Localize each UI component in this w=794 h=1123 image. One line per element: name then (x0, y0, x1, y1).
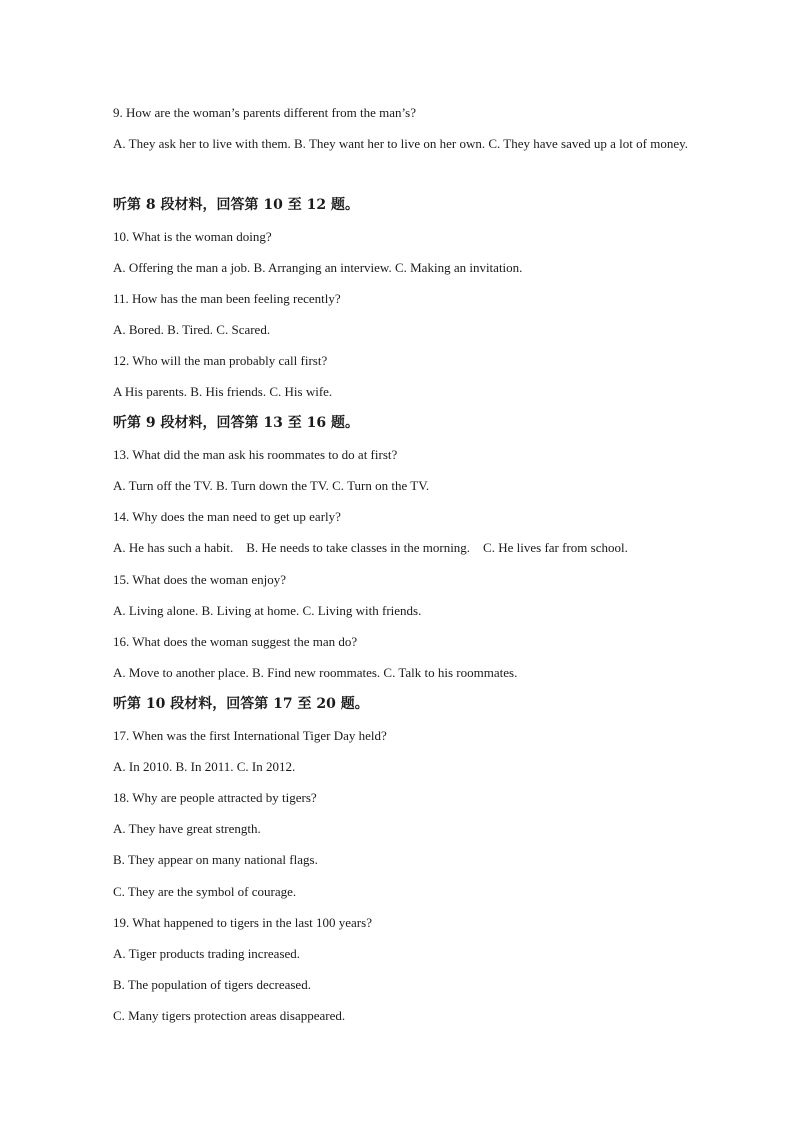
question-11-options: A. Bored. B. Tired. C. Scared. (113, 322, 271, 337)
question-19-option-c: C. Many tigers protection areas disappeared. (113, 1008, 346, 1023)
question-19-option-a: A. Tiger products trading increased. (113, 946, 301, 961)
question-12: 12. Who will the man probably call first? (113, 353, 328, 368)
question-18-option-c: C. They are the symbol of courage. (113, 884, 297, 899)
section-heading-8: 听第 8 段材料，回答第 10 至 12 题。 (113, 197, 359, 213)
question-11: 11. How has the man been feeling recently? (113, 291, 341, 306)
question-19: 19. What happened to tigers in the last 100 years? (113, 915, 372, 930)
question-15-options: A. Living alone. B. Living at home. C. Living with friends. (113, 603, 422, 618)
question-18-option-a: A. They have great strength. (113, 821, 261, 836)
question-13: 13. What did the man ask his roommates to do at first? (113, 447, 398, 462)
question-12-options: A His parents. B. His friends. C. His wife. (113, 384, 333, 399)
question-10-options: A. Offering the man a job. B. Arranging an interview. C. Making an invitation. (113, 260, 523, 275)
question-15: 15. What does the woman enjoy? (113, 572, 287, 587)
question-9: 9. How are the woman’s parents different from the man’s? (113, 105, 416, 120)
question-17-options: A. In 2010. B. In 2011. C. In 2012. (113, 759, 296, 774)
section-heading-9: 听第 9 段材料，回答第 13 至 16 题。 (113, 415, 359, 431)
section-heading-10: 听第 10 段材料，回答第 17 至 20 题。 (113, 696, 369, 712)
question-16-options: A. Move to another place. B. Find new roommates. C. Talk to his roommates. (113, 665, 518, 680)
question-14-options: A. He has such a habit. B. He needs to take classes in the morning. C. He lives far from school. (113, 540, 628, 555)
question-9-options: A. They ask her to live with them. B. They want her to live on her own. C. They have saved up a lot of money. (113, 136, 689, 151)
question-19-option-b: B. The population of tigers decreased. (113, 977, 311, 992)
question-14: 14. Why does the man need to get up early? (113, 509, 341, 524)
question-16: 16. What does the woman suggest the man do? (113, 634, 358, 649)
question-13-options: A. Turn off the TV. B. Turn down the TV. C. Turn on the TV. (113, 478, 430, 493)
question-10: 10. What is the woman doing? (113, 229, 272, 244)
question-18-option-b: B. They appear on many national flags. (113, 852, 318, 867)
question-18: 18. Why are people attracted by tigers? (113, 790, 317, 805)
question-17: 17. When was the first International Tiger Day held? (113, 728, 387, 743)
